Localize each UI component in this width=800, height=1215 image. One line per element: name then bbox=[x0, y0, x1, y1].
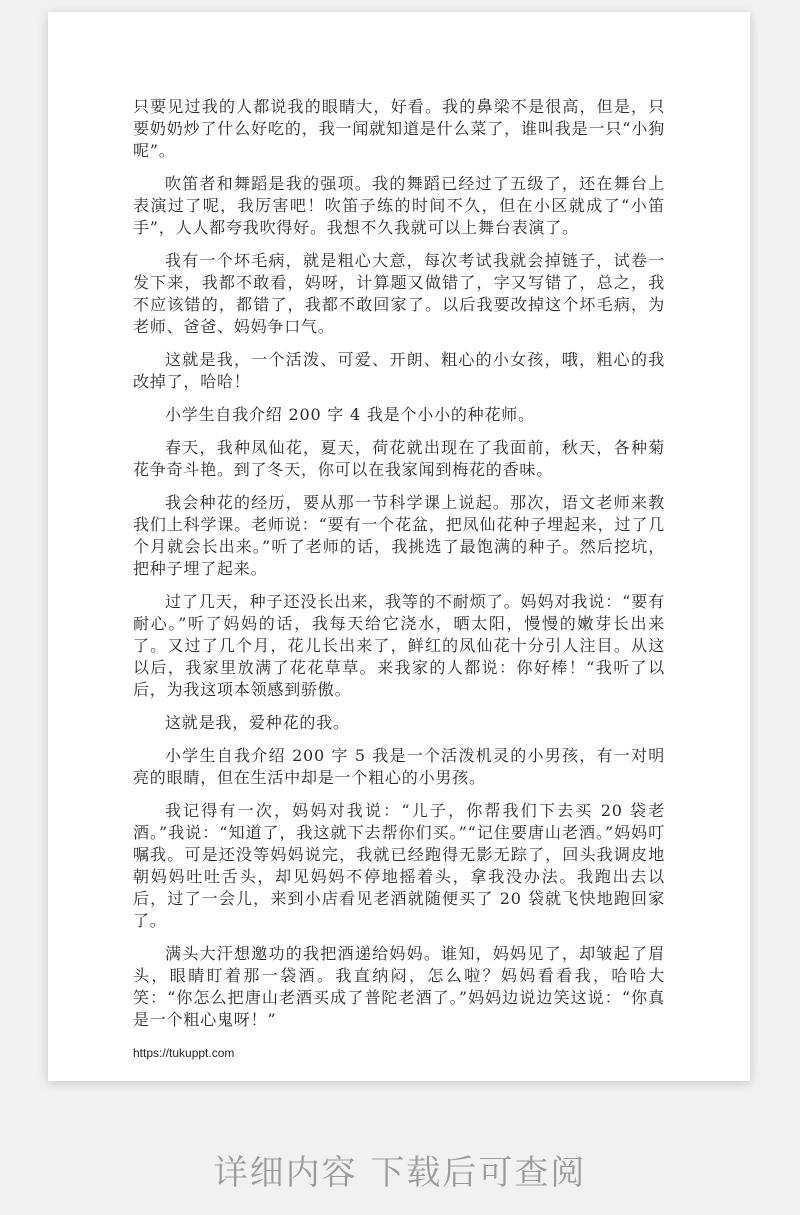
paragraph: 小学生自我介绍 200 字 5 我是一个活泼机灵的小男孩，有一对明亮的眼睛，但在生活中却是一个粗心的小男孩。 bbox=[133, 746, 665, 787]
paragraph: 我会种花的经历，要从那一节科学课上说起。那次，语文老师来教我们上科学课。老师说：“要有一个花盆，把凤仙花种子埋起来，过了几个月就会长出来。”听了老师的话，我挑选了最饱满的种子。然后挖坑，把种子埋了起来。 bbox=[133, 493, 665, 578]
paragraph: 过了几天，种子还没长出来，我等的不耐烦了。妈妈对我说：“要有耐心。”听了妈妈的话，我每天给它浇水，晒太阳，慢慢的嫩芽长出来了。又过了几个月，花儿长出来了，鲜红的凤仙花十分引人注目。从这以后，我家里放满了花花草草。来我家的人都说：你好棒！“我听了以后，为我这项本领感到骄傲。 bbox=[133, 592, 665, 699]
paragraph: 这就是我，爱种花的我。 bbox=[165, 713, 350, 732]
paragraph: 这就是我，一个活泼、可爱、开朗、粗心的小女孩，哦，粗心的我改掉了，哈哈！ bbox=[133, 350, 665, 391]
document-page bbox=[48, 12, 750, 1081]
source-url: https://tukuppt.com bbox=[133, 1046, 235, 1060]
paragraph: 只要见过我的人都说我的眼睛大，好看。我的鼻梁不是很高，但是，只要奶奶炒了什么好吃的，我一闻就知道是什么菜了，谁叫我是一只“小狗呢”。 bbox=[133, 97, 665, 160]
paragraph: 吹笛者和舞蹈是我的强项。我的舞蹈已经过了五级了，还在舞台上表演过了呢，我厉害吧！吹笛子练的时间不久，但在小区就成了“小笛手”，人人都夸我吹得好。我想不久我就可以上舞台表演了。 bbox=[133, 174, 665, 237]
paragraph: 我记得有一次，妈妈对我说：“儿子，你帮我们下去买 20 袋老酒。”我说：“知道了，我这就下去帮你们买。”“记住要唐山老酒。”妈妈叮嘱我。可是还没等妈妈说完，我就已经跑得无影无踪了，回头我调皮地朝妈妈吐吐舌头，却见妈妈不停地摇着头，拿我没办法。我跑出去以后，过了一会儿，来到小店看见老酒就随便买了 20 袋就飞快地跑回家了。 bbox=[133, 801, 665, 930]
paragraph: 满头大汗想邀功的我把酒递给妈妈。谁知，妈妈见了，却皱起了眉头，眼睛盯着那一袋酒。我直纳闷，怎么啦？妈妈看看我，哈哈大笑：“你怎么把唐山老酒买成了普陀老酒了。”妈妈边说边笑这说：“你真是一个粗心鬼呀！” bbox=[133, 944, 665, 1029]
paragraph: 我有一个坏毛病，就是粗心大意，每次考试我就会掉链子，试卷一发下来，我都不敢看，妈呀，计算题又做错了，字又写错了，总之，我不应该错的，都错了，我都不敢回家了。以后我要改掉这个坏毛病，为老师、爸爸、妈妈争口气。 bbox=[133, 251, 665, 336]
paragraph: 小学生自我介绍 200 字 4 我是个小小的种花师。 bbox=[165, 405, 535, 424]
download-prompt: 详细内容 下载后可查阅 bbox=[213, 1153, 587, 1193]
document-body bbox=[133, 96, 665, 1061]
paragraph: 春天，我种凤仙花，夏天，荷花就出现在了我面前，秋天，各种菊花争奇斗艳。到了冬天，你可以在我家闻到梅花的香味。 bbox=[133, 438, 665, 479]
